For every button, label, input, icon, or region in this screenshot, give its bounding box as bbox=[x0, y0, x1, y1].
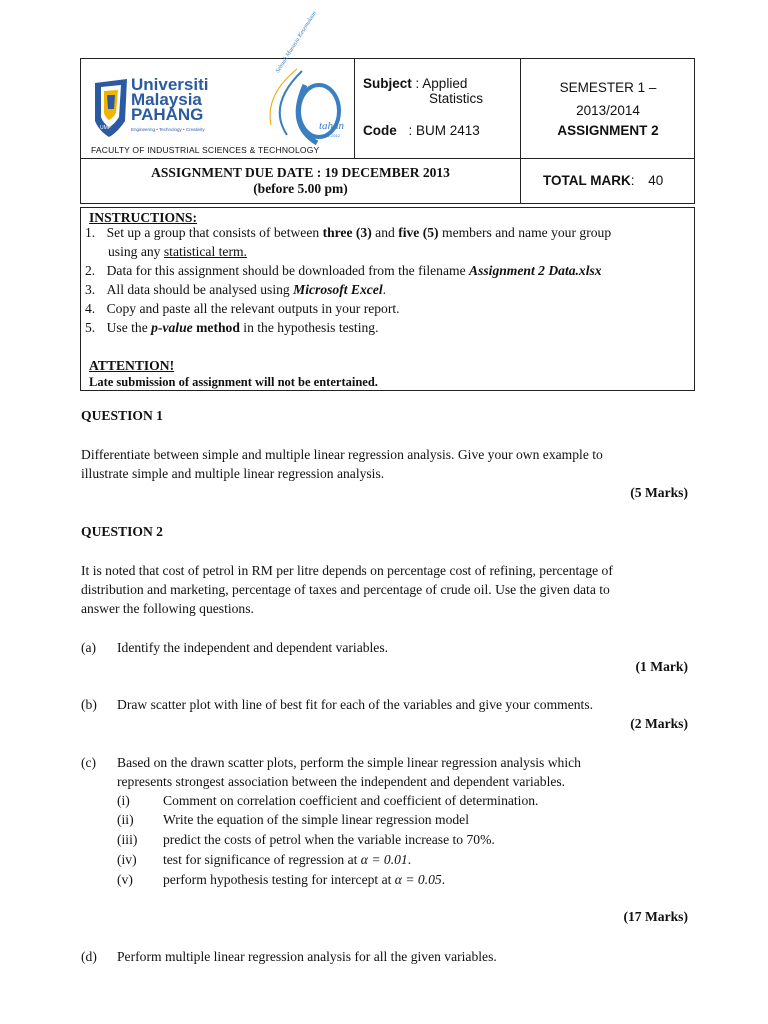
attention-heading: ATTENTION! bbox=[89, 358, 175, 373]
part-b-text: Draw scatter plot with line of best fit for each of the variables and give your comments. bbox=[117, 697, 594, 712]
item-bold: method bbox=[192, 320, 240, 335]
part-b-label: (b) bbox=[81, 697, 97, 712]
subpart-text: Comment on correlation coefficient and coefficient of determination. bbox=[163, 793, 539, 808]
alpha-expression: α = 0.05 bbox=[394, 872, 442, 887]
item-bold-italic: Assignment 2 Data.xlsx bbox=[469, 263, 602, 278]
item-number: 4. bbox=[85, 301, 96, 316]
due-date bbox=[81, 165, 520, 197]
item-text: . bbox=[382, 282, 387, 297]
item-text: Set up a group that consists of between bbox=[106, 225, 323, 240]
question-1-text-line: illustrate simple and multiple linear regression analysis. bbox=[81, 466, 385, 481]
subpart-text-end: . bbox=[441, 872, 446, 887]
anniversary-arc-text: Sebuah Manusia Kesemulaan bbox=[275, 10, 318, 75]
semester-year: 2013/2014 bbox=[576, 103, 640, 118]
part-c-label: (c) bbox=[81, 755, 97, 770]
university-name bbox=[131, 77, 208, 122]
item-bold-italic: Microsoft Excel bbox=[293, 282, 383, 297]
subpart-number: (v) bbox=[117, 872, 133, 887]
subpart-text: Write the equation of the simple linear regression model bbox=[163, 812, 469, 827]
svg-text:tahun: tahun bbox=[319, 120, 345, 132]
item-text: members and name your group bbox=[438, 225, 612, 240]
due-time-line: (before 5.00 pm) bbox=[253, 181, 348, 196]
item-text: Copy and paste all the relevant outputs in your report. bbox=[106, 301, 400, 316]
svg-text:2002-2012: 2002-2012 bbox=[321, 133, 341, 138]
subject-value-2: Statistics bbox=[429, 91, 484, 106]
subject-field bbox=[363, 76, 467, 91]
university-name-line: Malaysia bbox=[131, 90, 202, 109]
item-text: All data should be analysed using bbox=[106, 282, 294, 297]
subject-value: Applied bbox=[422, 76, 468, 91]
question-1-marks: (5 Marks) bbox=[630, 485, 688, 500]
subpart-text-end: . bbox=[407, 852, 412, 867]
divider bbox=[354, 59, 355, 158]
university-name-line: PAHANG bbox=[131, 105, 204, 124]
university-logo bbox=[87, 10, 349, 151]
instructions-box bbox=[80, 207, 695, 391]
code-field bbox=[363, 123, 480, 138]
tagline: Engineering • Technology • Creativity bbox=[131, 127, 205, 132]
total-mark-separator: : bbox=[630, 173, 635, 188]
item-bold-italic: p-value bbox=[151, 320, 193, 335]
instruction-item-continued bbox=[108, 242, 247, 261]
svg-text:UMP: UMP bbox=[100, 125, 112, 131]
part-d-text: Perform multiple linear regression analysis for all the given variables. bbox=[117, 949, 497, 964]
part-c-marks: (17 Marks) bbox=[623, 909, 688, 924]
instruction-item bbox=[85, 280, 386, 299]
subpart-number: (iv) bbox=[117, 852, 137, 867]
divider bbox=[81, 158, 695, 159]
subpart-number: (i) bbox=[117, 793, 130, 808]
instruction-item bbox=[85, 261, 602, 280]
faculty-name: FACULTY OF INDUSTRIAL SCIENCES & TECHNOLOGY bbox=[91, 145, 320, 155]
item-number: 1. bbox=[85, 225, 96, 240]
subpart-text: predict the costs of petrol when the variable increase to 70%. bbox=[163, 832, 495, 847]
late-submission-note: Late submission of assignment will not be entertained. bbox=[89, 375, 378, 389]
assignment-number: ASSIGNMENT 2 bbox=[557, 123, 659, 138]
total-mark bbox=[543, 173, 663, 188]
item-number: 5. bbox=[85, 320, 96, 335]
subject-separator: : bbox=[411, 76, 420, 91]
part-a-marks: (1 Mark) bbox=[635, 659, 688, 674]
item-underlined: statistical term. bbox=[163, 244, 247, 259]
code-label: Code bbox=[363, 123, 397, 138]
item-bold: three (3) bbox=[322, 225, 372, 240]
question-2-text-line: answer the following questions. bbox=[81, 601, 254, 616]
subpart-text-main: test for significance of regression at bbox=[163, 852, 361, 867]
question-2-title: QUESTION 2 bbox=[81, 524, 163, 539]
subject-label: Subject bbox=[363, 76, 412, 91]
due-date-line: ASSIGNMENT DUE DATE : 19 DECEMBER 2013 bbox=[151, 165, 450, 180]
code-value: : BUM 2413 bbox=[408, 123, 480, 138]
question-1-title: QUESTION 1 bbox=[81, 408, 163, 423]
item-text: Data for this assignment should be downloaded from the filename bbox=[106, 263, 470, 278]
part-a-text: Identify the independent and dependent variables. bbox=[117, 640, 389, 655]
subpart-number: (ii) bbox=[117, 812, 134, 827]
anniversary-logo-icon bbox=[257, 65, 349, 147]
item-text: using any bbox=[108, 244, 164, 259]
item-text: and bbox=[371, 225, 399, 240]
part-a-label: (a) bbox=[81, 640, 97, 655]
alpha-expression: α = 0.01 bbox=[360, 852, 408, 867]
subpart-text bbox=[163, 850, 411, 870]
instructions-title: INSTRUCTIONS: bbox=[89, 210, 198, 225]
university-name-line: Universiti bbox=[131, 75, 209, 94]
semester-line: SEMESTER 1 – bbox=[559, 80, 657, 95]
instruction-item bbox=[85, 299, 400, 318]
question-2-text-line: It is noted that cost of petrol in RM per litre depends on percentage cost of refining, percentage of bbox=[81, 563, 613, 578]
instruction-item bbox=[85, 223, 611, 242]
subpart-text-main: perform hypothesis testing for intercept at bbox=[163, 872, 395, 887]
question-1-text-line: Differentiate between simple and multiple linear regression analysis. Give your own example to bbox=[81, 447, 603, 462]
question-2-text-line: distribution and marketing, percentage of taxes and percentage of crude oil. Use the given data to bbox=[81, 582, 610, 597]
part-c-text-line: Based on the drawn scatter plots, perform the simple linear regression analysis which bbox=[117, 755, 581, 770]
subpart-number: (iii) bbox=[117, 832, 138, 847]
instruction-item bbox=[85, 318, 378, 337]
part-b-marks: (2 Marks) bbox=[630, 716, 688, 731]
part-d-label: (d) bbox=[81, 949, 97, 964]
item-text: Use the bbox=[106, 320, 152, 335]
subpart-text bbox=[163, 870, 445, 890]
semester-info bbox=[521, 76, 695, 122]
item-text: in the hypothesis testing. bbox=[239, 320, 379, 335]
item-bold: five (5) bbox=[398, 225, 439, 240]
total-mark-value: 40 bbox=[648, 173, 664, 188]
item-number: 2. bbox=[85, 263, 96, 278]
total-mark-label: TOTAL MARK bbox=[543, 173, 631, 188]
item-number: 3. bbox=[85, 282, 96, 297]
header-table bbox=[80, 10, 695, 204]
part-c-text-line: represents strongest association between the independent and dependent variables. bbox=[117, 774, 566, 789]
